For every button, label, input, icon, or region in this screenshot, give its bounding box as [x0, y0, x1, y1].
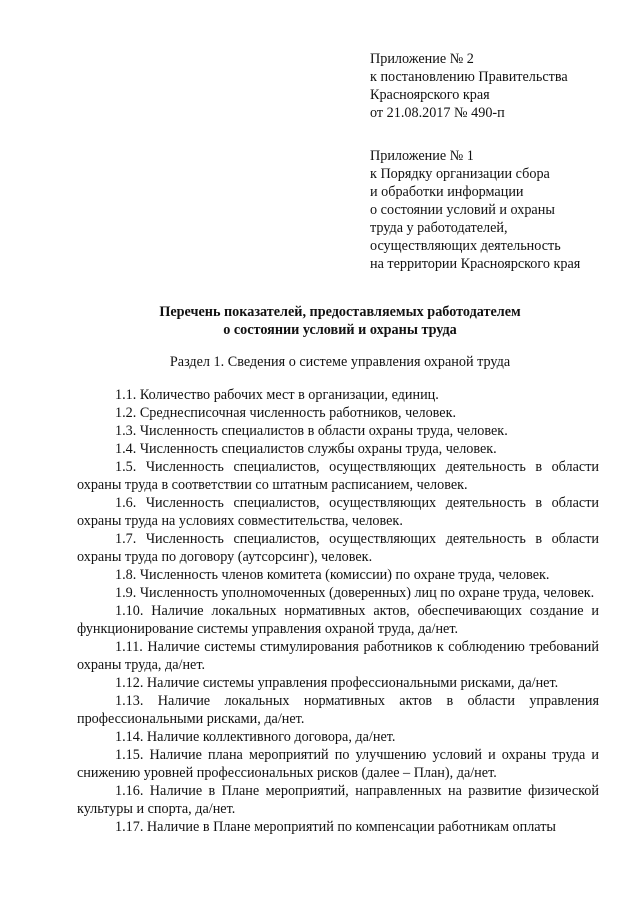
list-item: 1.8. Численность членов комитета (комиссии) по охране труда, человек. [115, 567, 550, 583]
appendix-2-line: к постановлению Правительства [370, 69, 568, 85]
list-item: 1.9. Численность уполномоченных (доверенных) лиц по охране труда, человек. [115, 585, 595, 601]
list-item: 1.3. Численность специалистов в области охраны труда, человек. [115, 423, 508, 439]
list-item: 1.5. Численность специалистов, осуществляющих деятельность в области охраны труда в соответствии со штатным расписанием, человек. [77, 459, 599, 493]
appendix-2-line: Приложение № 2 [370, 51, 474, 67]
list-item: 1.2. Среднесписочная численность работников, человек. [115, 405, 457, 421]
list-item: 1.15. Наличие плана мероприятий по улучшению условий и охраны труда и снижению уровней профессиональных рисков (далее – План), да/нет. [77, 747, 599, 781]
appendix-1-line: к Порядку организации сбора [370, 166, 550, 182]
appendix-2-line: Красноярского края [370, 87, 490, 103]
document-title [70, 303, 610, 339]
appendix-1-line: на территории Красноярского края [370, 256, 581, 272]
list-item: 1.12. Наличие системы управления профессиональными рисками, да/нет. [115, 675, 559, 691]
appendix-2-block [370, 50, 568, 122]
list-item: 1.10. Наличие локальных нормативных актов, обеспечивающих создание и функционирование системы управления охраной труда, да/нет. [77, 603, 599, 637]
appendix-1-line: осуществляющих деятельность [370, 238, 561, 254]
document-title-line: Перечень показателей, предоставляемых работодателем [159, 304, 521, 320]
appendix-1-line: о состоянии условий и охраны [370, 202, 555, 218]
list-item: 1.6. Численность специалистов, осуществляющих деятельность в области охраны труда на условиях совместительства, человек. [77, 495, 599, 529]
document-title-line: о состоянии условий и охраны труда [223, 322, 457, 338]
appendix-1-line: и обработки информации [370, 184, 524, 200]
appendix-2-line: от 21.08.2017 № 490-п [370, 105, 505, 121]
list-item: 1.13. Наличие локальных нормативных актов в области управления профессиональными рисками, да/нет. [77, 693, 599, 727]
list-item: 1.11. Наличие системы стимулирования работников к соблюдению требований охраны труда, да/нет. [77, 639, 599, 673]
appendix-1-block [370, 147, 580, 273]
list-item: 1.17. Наличие в Плане мероприятий по компенсации работникам оплаты [115, 819, 556, 835]
indicator-list [77, 386, 599, 836]
section-heading: Раздел 1. Сведения о системе управления охраной труда [169, 354, 511, 370]
list-item: 1.16. Наличие в Плане мероприятий, направленных на развитие физической культуры и спорта, да/нет. [77, 783, 599, 817]
list-item: 1.7. Численность специалистов, осуществляющих деятельность в области охраны труда по договору (аутсорсинг), человек. [77, 531, 599, 565]
appendix-1-line: Приложение № 1 [370, 148, 474, 164]
list-item: 1.4. Численность специалистов службы охраны труда, человек. [115, 441, 497, 457]
appendix-1-line: труда у работодателей, [370, 220, 508, 236]
list-item: 1.14. Наличие коллективного договора, да/нет. [115, 729, 396, 745]
list-item: 1.1. Количество рабочих мест в организации, единиц. [115, 387, 439, 403]
